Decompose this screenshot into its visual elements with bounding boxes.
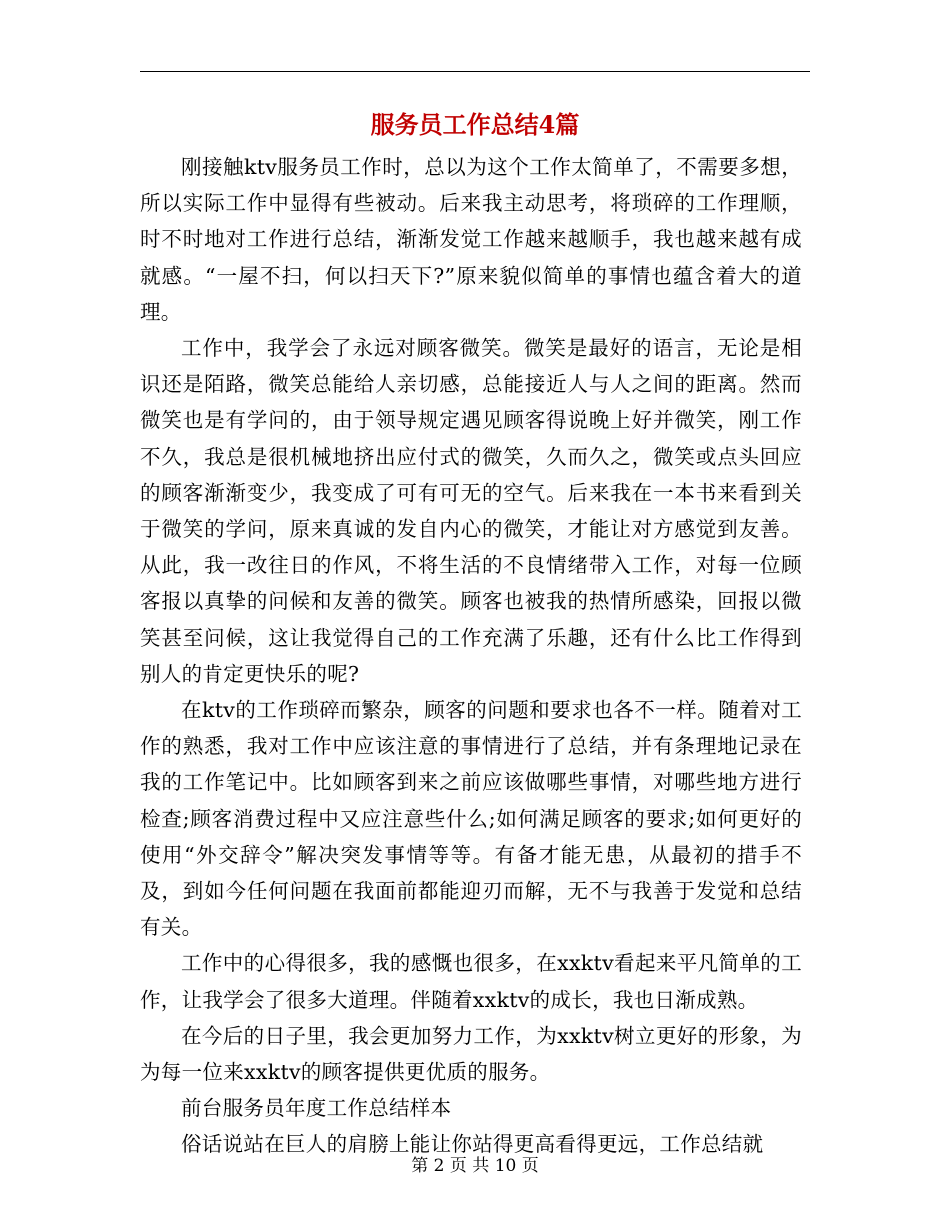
document-title: 服务员工作总结4篇 — [370, 110, 580, 139]
paragraph-5: 在今后的日子里，我会更加努力工作，为xxktv树立更好的形象，为为每一位来xxktv的顾客提供更优质的服务。 — [140, 1023, 802, 1085]
paragraph-1: 刚接触ktv服务员工作时，总以为这个工作太简单了，不需要多想，所以实际工作中显得有些被动。后来我主动思考，将琐碎的工作理顺，时不时地对工作进行总结，渐渐发觉工作越来越顺手，我也越来越有成就感。“一屋不扫，何以扫天下?”原来貌似简单的事情也蕴含着大的道理。 — [140, 155, 802, 324]
header-rule — [140, 71, 810, 72]
paragraph-3: 在ktv的工作琐碎而繁杂，顾客的问题和要求也各不一样。随着对工作的熟悉，我对工作中应该注意的事情进行了总结，并有条理地记录在我的工作笔记中。比如顾客到来之前应该做哪些事情，对哪些地方进行检查;顾客消费过程中又应注意些什么;如何满足顾客的要求;如何更好的使用“外交辞令”解决突发事情等等。有备才能无患，从最初的措手不及，到如今任何问题在我面前都能迎刃而解，无不与我善于发觉和总结有关。 — [140, 698, 802, 940]
paragraph-6: 俗话说站在巨人的肩膀上能让你站得更高看得更远，工作总结就 — [181, 1132, 764, 1157]
paragraph-4: 工作中的心得很多，我的感慨也很多，在xxktv看起来平凡简单的工作，让我学会了很多大道理。伴随着xxktv的成长，我也日渐成熟。 — [140, 951, 802, 1012]
document-body — [140, 149, 802, 1163]
paragraph-2: 工作中，我学会了永远对顾客微笑。微笑是最好的语言，无论是相识还是陌路，微笑总能给人亲切感，总能接近人与人之间的距离。然而微笑也是有学问的，由于领导规定遇见顾客得说晚上好并微笑，刚工作不久，我总是很机械地挤出应付式的微笑，久而久之，微笑或点头回应的顾客渐渐变少，我变成了可有可无的空气。后来我在一本书来看到关于微笑的学问，原来真诚的发自内心的微笑，才能让对方感觉到友善。从此，我一改往日的作风，不将生活的不良情绪带入工作，对每一位顾客报以真挚的问候和友善的微笑。顾客也被我的热情所感染，回报以微笑甚至问候，这让我觉得自己的工作充满了乐趣，还有什么比工作得到别人的肯定更快乐的呢? — [140, 336, 802, 686]
page-number: 第 2 页 共 10 页 — [411, 1156, 539, 1176]
section-heading: 前台服务员年度工作总结样本 — [181, 1096, 452, 1121]
